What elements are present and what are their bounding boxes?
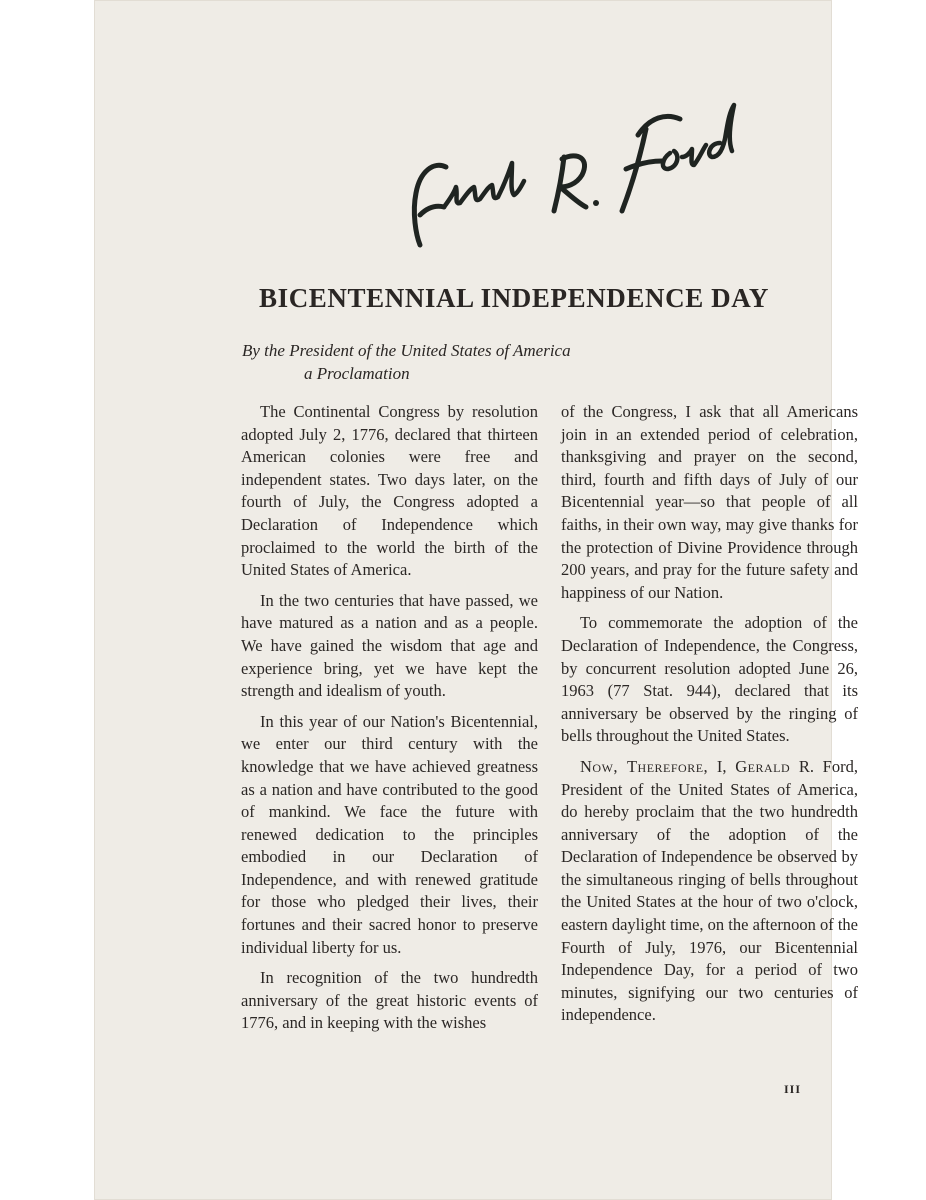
page-number: III — [784, 1082, 802, 1096]
text-fragment: R. Ford, President of the United States of America, do hereby proclaim that the two hundredth anniversary of the adoption of the Declaration of Independence be observed by the simultaneous ringing of bells throughout the United States at the hour of two o'clock, eastern daylight time, on the afternoon of the Fourth of July, 1976, our Bicentennial Independence Day, for a period of two minutes, signifying our two centuries of independence. — [561, 756, 858, 1025]
left-column — [241, 401, 538, 1043]
paragraph: In recognition of the two hundredth anniversary of the great historic events of 1776, and in keeping with the wishes — [241, 968, 538, 1033]
byline — [242, 340, 571, 385]
document-page — [94, 0, 858, 1200]
paragraph: To commemorate the adoption of the Declaration of Independence, the Congress, by concurrent resolution adopted June 26, 1963 (77 Stat. 944), declared that its anniversary be observed by the ringing of bells throughout the United States. — [561, 613, 858, 746]
page-title: BICENTENNIAL INDEPENDENCE DAY — [258, 283, 769, 313]
byline-line-2: a Proclamation — [304, 363, 410, 383]
therefore-lead: Now, Therefore, — [580, 756, 709, 776]
signature — [394, 95, 774, 255]
paragraph: The Continental Congress by resolution adopted July 2, 1776, declared that thirteen American colonies were free and independent states. Two days later, on the fourth of July, the Congress adopted a Declaration of Independence which proclaimed to the world the birth of the United States of America. — [241, 402, 538, 580]
paragraph: of the Congress, I ask that all Americans join in an extended period of celebration, thanksgiving and prayer on the second, third, fourth and fifth days of July of our Bicentennial year—so that people of all faiths, in their own way, may give thanks for the protection of Divine Providence through 200 years, and pray for the future safety and happiness of our Nation. — [561, 402, 858, 602]
byline-line-1: By the President of the United States of America — [242, 341, 571, 360]
president-first-name: Gerald — [735, 756, 791, 776]
text-fragment: I, — [708, 756, 736, 776]
paragraph: In the two centuries that have passed, we have matured as a nation and as a people. We have gained the wisdom that age and experience bring, yet we have kept the strength and idealism of youth. — [241, 590, 538, 701]
paragraph-proclamation — [561, 756, 858, 1027]
right-column — [561, 401, 858, 1035]
paragraph: In this year of our Nation's Bicentennial, we enter our third century with the knowledge that we have achieved greatness as a nation and have contributed to the good of mankind. We face the future with renewed dedication to the principles embodied in our Declaration of Independence, and with renewed gratitude for those who pledged their lives, their fortunes and their sacred honor to preserve individual liberty for us. — [241, 711, 538, 957]
